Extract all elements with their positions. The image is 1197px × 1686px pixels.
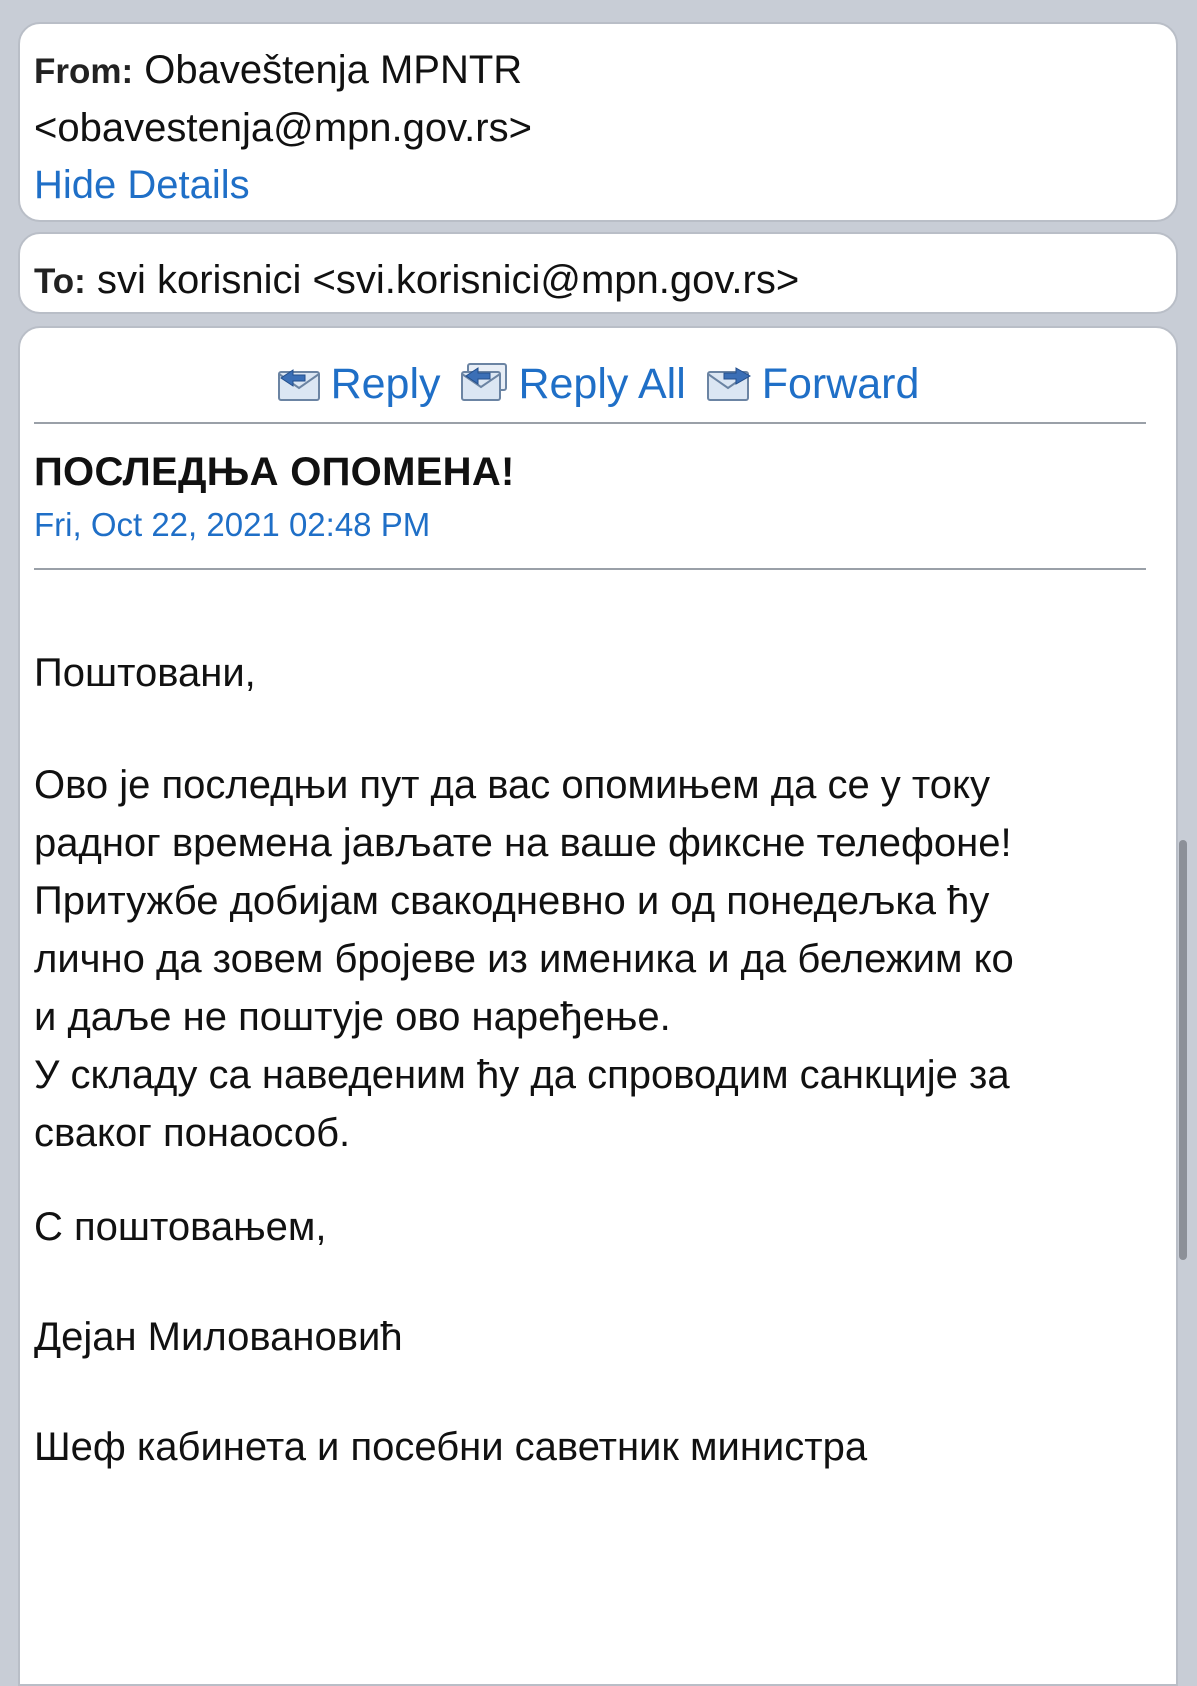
to-value: svi korisnici <svi.korisnici@mpn.gov.rs>	[96, 258, 800, 302]
from-label: From:	[34, 52, 134, 91]
body-line: сваког понаособ.	[34, 1111, 351, 1155]
forward-button[interactable]	[706, 354, 920, 414]
body-line: Ово је последњи пут да вас опомињем да се у току	[34, 763, 990, 807]
body-line: Притужбе добијам свакодневно и од понедељка ћу	[34, 879, 990, 923]
message-card	[18, 326, 1178, 1686]
from-email: <obavestenja@mpn.gov.rs>	[34, 106, 532, 150]
body-line: и даље не поштује ово наређење.	[34, 995, 671, 1039]
reply-all-button[interactable]	[460, 354, 685, 414]
from-card	[18, 22, 1178, 222]
message-body	[34, 756, 1014, 1162]
reply-all-envelope-icon	[460, 362, 508, 402]
from-name: Obaveštenja MPNTR	[144, 48, 523, 92]
forward-envelope-icon	[706, 366, 752, 402]
message-subject: ПОСЛЕДЊА ОПОМЕНА!	[34, 450, 515, 494]
to-line	[34, 252, 1176, 310]
message-greeting: Поштовани,	[34, 651, 256, 695]
from-line	[34, 42, 1176, 100]
body-line: У складу са наведеним ћу да спроводим санкције за	[34, 1053, 1010, 1097]
divider-subject	[34, 568, 1146, 570]
message-date: Fri, Oct 22, 2021 02:48 PM	[34, 506, 431, 543]
to-card	[18, 232, 1178, 314]
body-line: радног времена јављате на ваше фиксне телефоне!	[34, 821, 1012, 865]
body-line: лично да зовем бројеве из именика и да бележим ко	[34, 937, 1014, 981]
divider-top	[34, 422, 1146, 424]
to-label: To:	[34, 262, 86, 301]
action-bar	[20, 354, 1176, 414]
scrollbar[interactable]	[1179, 840, 1187, 1260]
forward-label: Forward	[761, 360, 920, 408]
reply-all-label: Reply All	[518, 360, 686, 408]
reply-button[interactable]	[277, 354, 441, 414]
message-closing: С поштовањем,	[34, 1205, 327, 1249]
reply-label: Reply	[330, 360, 441, 408]
signature-title: Шеф кабинета и посебни саветник министра	[34, 1425, 868, 1469]
hide-details-link[interactable]: Hide Details	[34, 163, 250, 207]
reply-envelope-icon	[277, 366, 321, 402]
signature-name: Дејан Миловановић	[34, 1315, 403, 1359]
